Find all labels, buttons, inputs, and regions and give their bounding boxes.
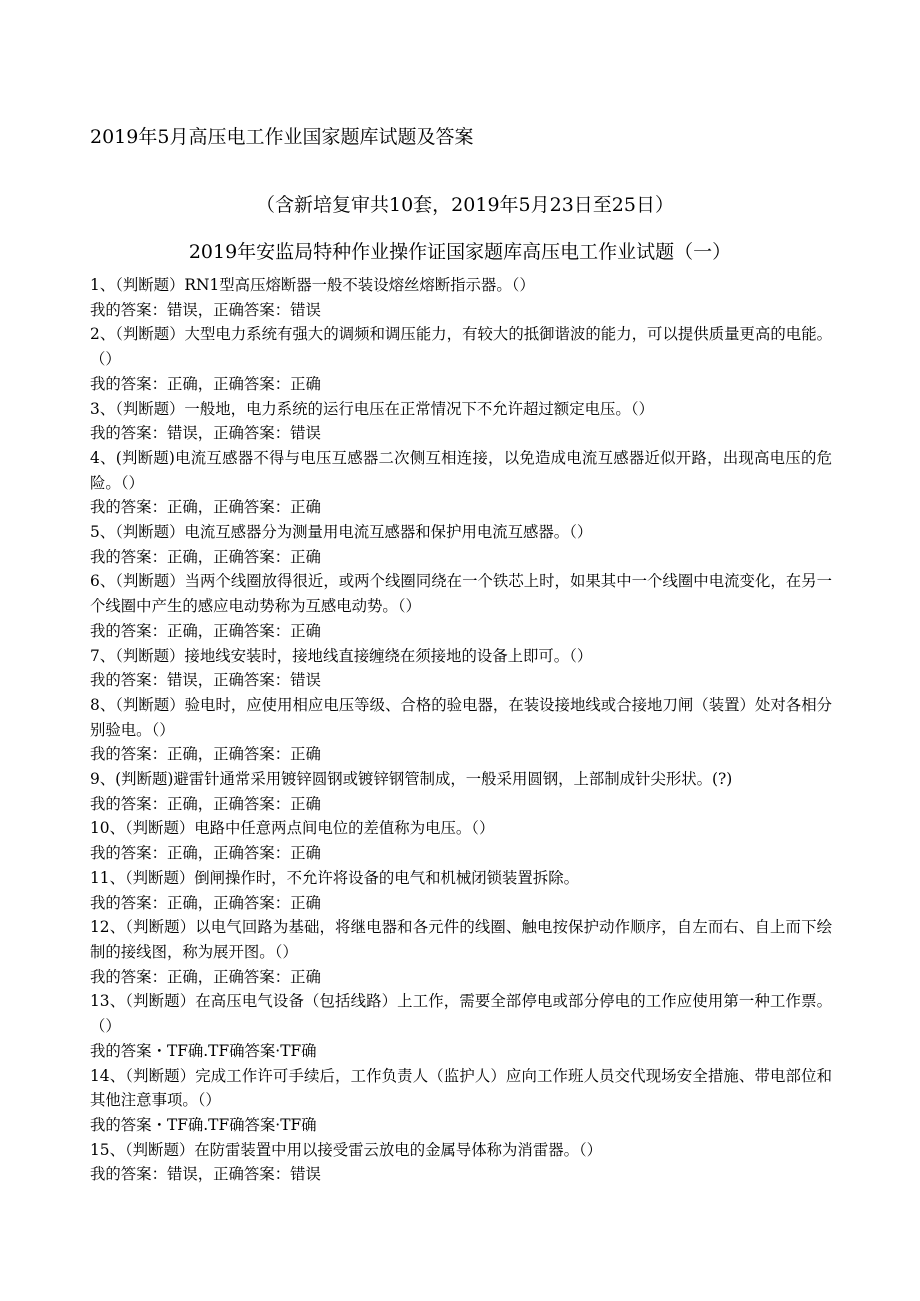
answer-text: 我的答案・TF确.TF确答案·TF确	[90, 1115, 317, 1134]
question-item	[90, 520, 832, 569]
question-item	[90, 866, 832, 915]
question-item	[90, 569, 832, 643]
question-text: 3、（判断题）一般地，电力系统的运行电压在正常情况下不允许超过额定电压。（）	[90, 399, 654, 418]
answer-text: 我的答案：错误，正确答案：错误	[90, 1165, 321, 1184]
answer-text: 我的答案：正确，正确答案：正确	[90, 844, 321, 863]
question-text: 8、（判断题）验电时，应使用相应电压等级、合格的验电器，在装设接地线或合接地刀闸（装置）处对各相分别验电。（）	[90, 695, 832, 739]
question-text: 10、（判断题）电路中任意两点间电位的差值称为电压。（）	[90, 819, 495, 838]
answer-text: 我的答案：正确，正确答案：正确	[90, 794, 321, 813]
answer-text: 我的答案：正确，正确答案：正确	[90, 967, 321, 986]
question-item	[90, 397, 832, 446]
answer-text: 我的答案：正确，正确答案：正确	[90, 547, 321, 566]
question-item	[90, 693, 832, 767]
section-title: 2019年安监局特种作业操作证国家题库高压电工作业试题（一）	[188, 241, 732, 263]
question-text: 14、（判断题）完成工作许可手续后，工作负责人（监护人）应向工作班人员交代现场安全措施、带电部位和其他注意事项。（）	[90, 1066, 832, 1110]
question-text: 13、（判断题）在高压电气设备（包括线路）上工作，需要全部停电或部分停电的工作应使用第一种工作票。（）	[90, 992, 832, 1036]
answer-text: 我的答案：错误，正确答案：错误	[90, 424, 321, 443]
question-item	[90, 273, 832, 322]
answer-text: 我的答案：错误，正确答案：错误	[90, 300, 321, 319]
question-text: 1、（判断题）RN1型高压熔断器一般不装设熔丝熔断指示器。（）	[90, 276, 535, 294]
question-item	[90, 816, 832, 865]
question-item	[90, 322, 832, 396]
question-item	[90, 989, 832, 1063]
document-subtitle: （含新培复审共10套，2019年5月23日至25日）	[256, 194, 674, 216]
question-item	[90, 1138, 832, 1187]
question-text: 6、（判断题）当两个线圈放得很近，或两个线圈同绕在一个铁芯上时，如果其中一个线圈中电流变化，在另一个线圈中产生的感应电动势称为互感电动势。（）	[90, 572, 832, 616]
answer-text: 我的答案：正确，正确答案：正确	[90, 893, 321, 912]
question-text: 4、(判断题)电流互感器不得与电压互感器二次侧互相连接，以免造成电流互感器近似开路，出现高电压的危险。（）	[90, 448, 832, 492]
question-text: 11、（判断题）倒闸操作时，不允许将设备的电气和机械闭锁装置拆除。	[90, 868, 579, 887]
answer-text: 我的答案：错误，正确答案：错误	[90, 671, 321, 690]
question-text: 5、（判断题）电流互感器分为测量用电流互感器和保护用电流互感器。（）	[90, 523, 593, 542]
question-item	[90, 446, 832, 520]
question-item	[90, 915, 832, 989]
question-text: 2、（判断题）大型电力系统有强大的调频和调压能力，有较大的抵御谐波的能力，可以提供质量更高的电能。（）	[90, 325, 832, 369]
answer-text: 我的答案：正确，正确答案：正确	[90, 498, 321, 517]
question-list	[90, 273, 832, 1187]
question-text: 12、（判断题）以电气回路为基础，将继电器和各元件的线圈、触电按保护动作顺序，自左而右、自上而下绘制的接线图，称为展开图。（）	[90, 918, 832, 961]
question-item	[90, 767, 832, 816]
question-text: 9、(判断题)避雷针通常采用镀锌圆钢或镀锌钢管制成，一般采用圆钢，上部制成针尖形状。(?)	[90, 770, 733, 789]
question-item	[90, 644, 832, 693]
answer-text: 我的答案：正确，正确答案：正确	[90, 745, 321, 764]
answer-text: 我的答案：正确，正确答案：正确	[90, 374, 321, 393]
question-text: 15、（判断题）在防雷装置中用以接受雷云放电的金属导体称为消雷器。（）	[90, 1140, 603, 1159]
document-title: 2019年5月高压电工作业国家题库试题及答案	[90, 126, 474, 148]
answer-text: 我的答案：正确，正确答案：正确	[90, 621, 321, 640]
question-text: 7、（判断题）接地线安装时，接地线直接缠绕在须接地的设备上即可。（）	[90, 646, 593, 665]
answer-text: 我的答案・TF确.TF确答案·TF确	[90, 1041, 317, 1060]
question-item	[90, 1064, 832, 1138]
